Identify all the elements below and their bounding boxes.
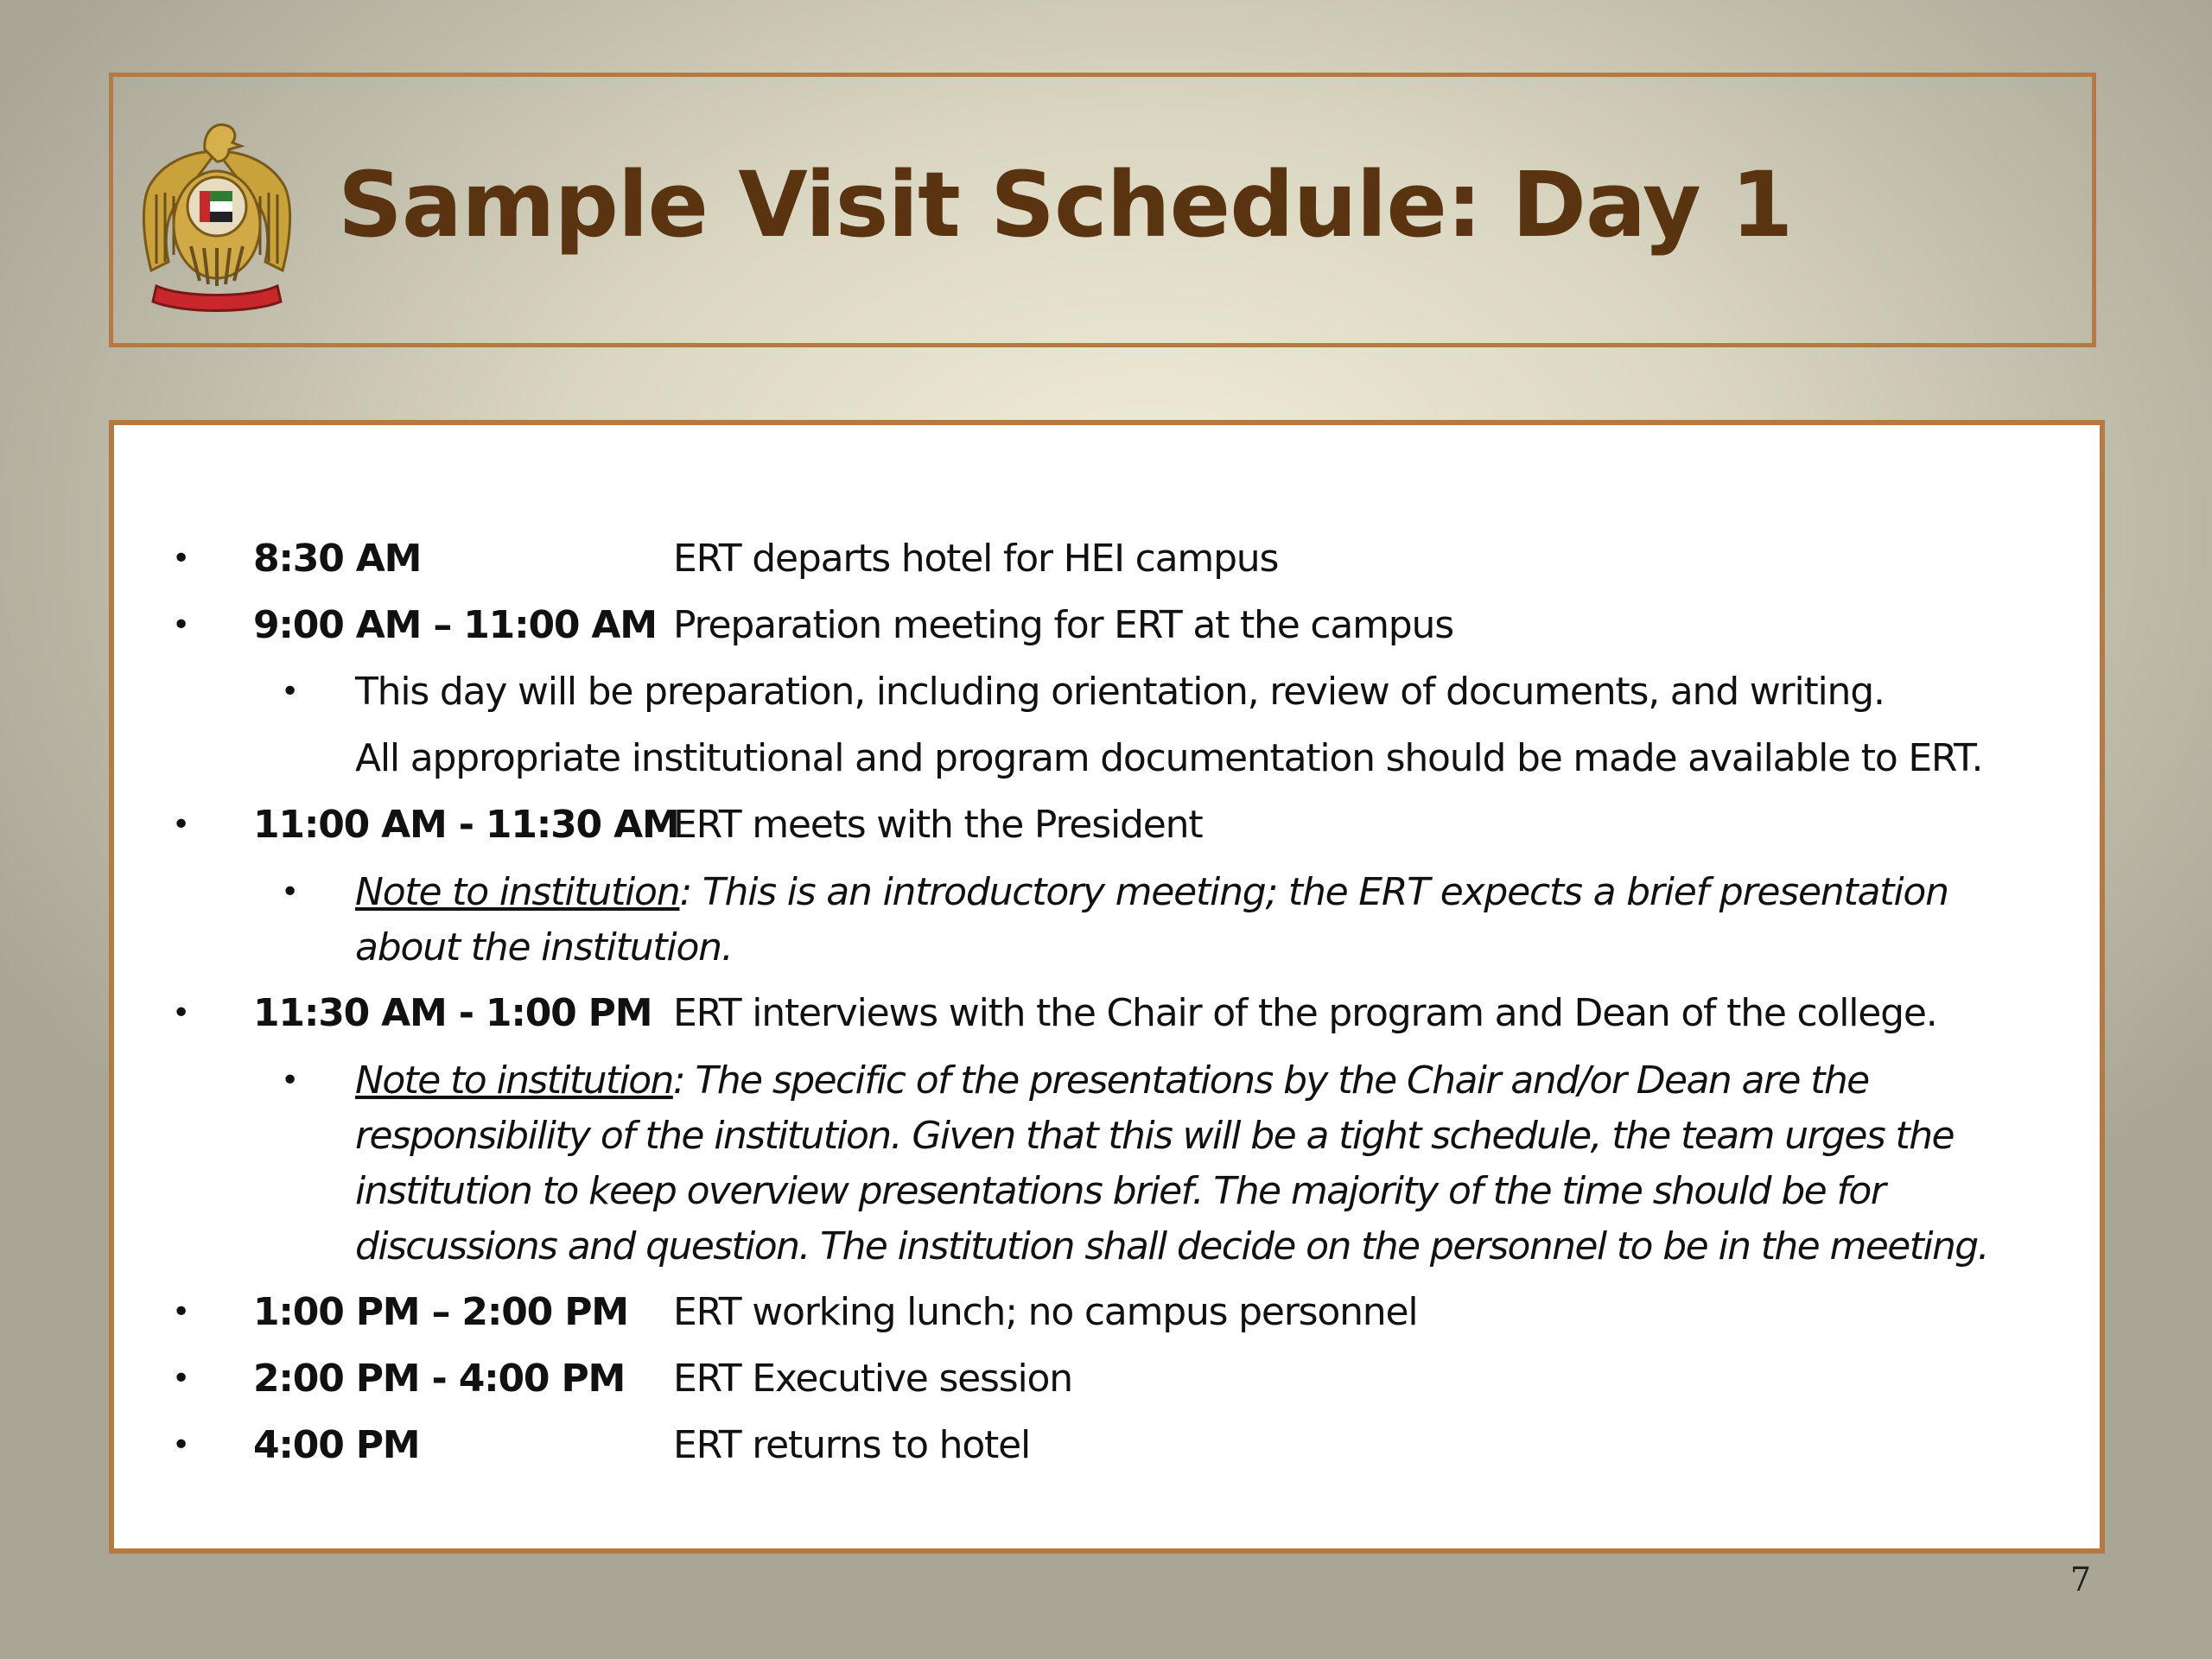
uae-emblem-icon [139, 117, 295, 312]
schedule-description: ERT interviews with the Chair of the program and Dean of the college. [673, 991, 1937, 1035]
schedule-time: 11:30 AM - 1:00 PM [253, 991, 652, 1035]
schedule-description: ERT Executive session [673, 1357, 1072, 1401]
list-item [114, 987, 2100, 1053]
bullet: • [172, 1294, 190, 1330]
bullet: • [172, 1427, 190, 1463]
sub-item-continuation-text: All appropriate institutional and program documentation should be made available to ERT. [355, 736, 1983, 780]
slide-title: Sample Visit Schedule: Day 1 [338, 152, 1793, 257]
note-item [114, 1053, 2100, 1286]
schedule-time: 9:00 AM – 11:00 AM [253, 603, 657, 647]
list-item [114, 1419, 2100, 1485]
bullet: • [281, 674, 299, 709]
list-item [114, 798, 2100, 865]
sub-item-continuation [114, 732, 2100, 798]
bullet: • [172, 995, 190, 1031]
schedule-description: ERT meets with the President [673, 803, 1203, 847]
note-label: Note to institution [355, 1058, 673, 1103]
bullet: • [281, 1063, 299, 1098]
schedule-description: ERT departs hotel for HEI campus [673, 537, 1279, 581]
schedule-time: 8:30 AM [253, 537, 422, 581]
schedule-description: ERT working lunch; no campus personnel [673, 1290, 1418, 1334]
bullet: • [172, 541, 190, 576]
bullet: • [172, 607, 190, 643]
schedule-time: 1:00 PM – 2:00 PM [253, 1290, 628, 1334]
bullet: • [172, 1361, 190, 1396]
schedule-time: 2:00 PM - 4:00 PM [253, 1357, 626, 1401]
sub-list-item [114, 665, 2100, 732]
list-item [114, 1352, 2100, 1419]
note-body: : The specific of the presentations by the Chair and/or Dean are the responsibility of the institution. Given that this will be a tight schedule, the team urges the institution to keep overview presentations brief. The majority of the time should be for discussions and question. The institution shall decide on the personnel to be in the meeting. [355, 1058, 1989, 1268]
note-item [114, 865, 2100, 987]
schedule-description: ERT returns to hotel [673, 1423, 1030, 1467]
page-number: 7 [2069, 1560, 2091, 1599]
schedule-time: 4:00 PM [253, 1423, 420, 1467]
schedule-time: 11:00 AM - 11:30 AM [253, 803, 679, 847]
schedule-description: Preparation meeting for ERT at the campus [673, 603, 1453, 647]
bullet: • [281, 874, 299, 910]
note-label: Note to institution [355, 870, 680, 914]
list-item [114, 532, 2100, 599]
sub-item-text: This day will be preparation, including orientation, review of documents, and writing. [355, 670, 1885, 714]
bullet: • [172, 807, 190, 842]
note-body: : This is an introductory meeting; the ERT expects a brief presentation about the institution. [355, 870, 1948, 969]
title-banner [109, 73, 2096, 347]
schedule-list [114, 532, 2100, 1485]
list-item [114, 1286, 2100, 1352]
note-text [355, 865, 2048, 976]
list-item [114, 599, 2100, 665]
note-text [355, 1053, 2048, 1274]
schedule-panel [109, 420, 2105, 1554]
